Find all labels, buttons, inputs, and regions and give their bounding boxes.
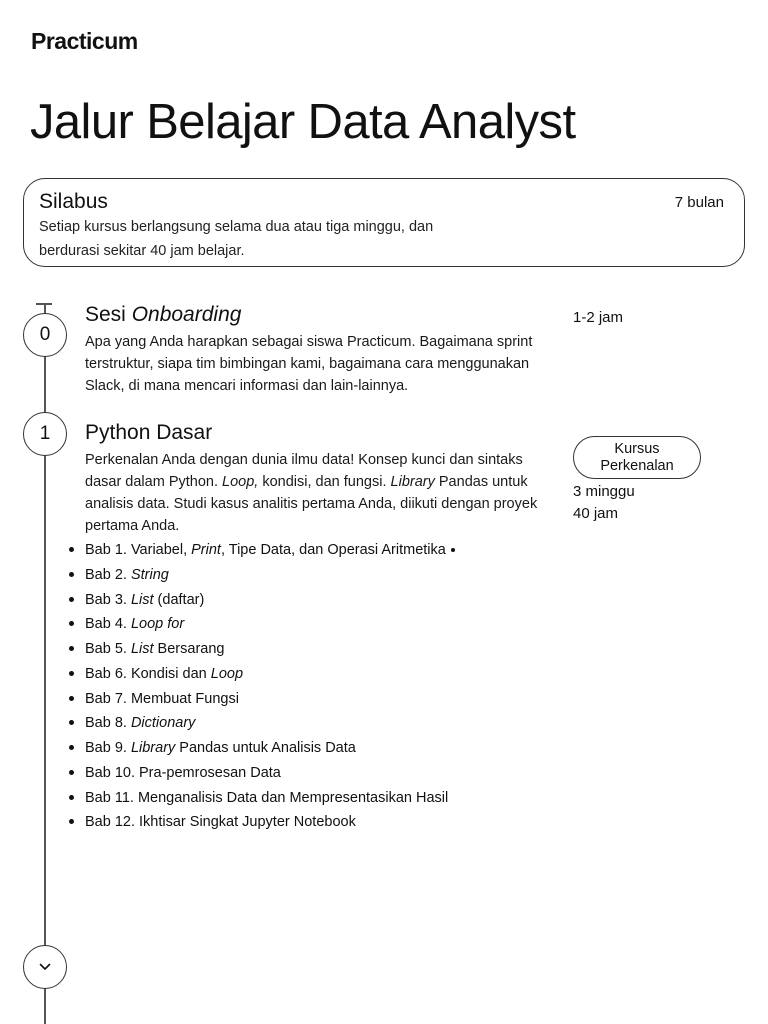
chapter-text: Bab 11. Menganalisis Data dan Mempresentasikan Hasil: [85, 789, 449, 806]
chapter-text: Bersarang: [153, 641, 225, 657]
chapter-text: Pandas untuk Analisis Data: [175, 740, 356, 756]
section-duration: [573, 481, 635, 525]
chapter-item: [85, 810, 455, 835]
section-title-prefix: Sesi: [85, 303, 132, 326]
chevron-down-icon: [39, 963, 51, 971]
chapter-item: [85, 612, 455, 637]
chapter-text: Bab 2.: [85, 566, 131, 583]
chapter-item: [85, 687, 455, 712]
chapter-item: [85, 588, 455, 613]
course-type-line1: Kursus: [614, 440, 660, 457]
chapter-item: [85, 736, 455, 761]
section-title-python: Python Dasar: [85, 421, 213, 444]
chapter-item: [85, 711, 455, 736]
chapter-item: [85, 761, 455, 786]
desc-emphasis: Library: [390, 474, 435, 490]
syllabus-heading: Silabus: [39, 190, 108, 213]
chapter-item: [85, 637, 455, 662]
chapter-emphasis: List: [130, 641, 154, 657]
syllabus-description-line1: Setiap kursus berlangsung selama dua atau tiga minggu, dan: [39, 219, 434, 235]
duration-weeks: 3 minggu: [573, 483, 635, 500]
chapter-text: Bab 9.: [85, 740, 131, 756]
chapter-emphasis: Loop: [210, 665, 244, 682]
expand-button[interactable]: [23, 945, 67, 989]
syllabus-description: [39, 215, 509, 263]
brand-logo: Practicum: [31, 28, 138, 54]
chapter-text: Bab 6. Kondisi dan: [85, 665, 211, 682]
section-number-badge: 0: [23, 313, 67, 357]
syllabus-card: [23, 178, 745, 267]
chapter-emphasis: Loop for: [130, 616, 185, 633]
course-type-line2: Perkenalan: [600, 457, 674, 474]
desc-text: Pandas untuk analisis data. Studi kasus analitis pertama Anda, diikuti dengan proyek pertama Anda.: [85, 474, 538, 534]
desc-text: Perkenalan Anda dengan dunia ilmu data! Konsep kunci dan sintaks dasar dalam Python.: [85, 452, 523, 490]
chapter-item: [85, 563, 455, 588]
page-title: Jalur Belajar Data Analyst: [30, 95, 576, 149]
chapter-emphasis: Print: [191, 542, 221, 558]
chapter-emphasis: Library: [130, 740, 176, 756]
chapter-emphasis: Dictionary: [130, 715, 196, 732]
chapter-list: [85, 538, 455, 835]
chapter-text: Bab 12. Ikhtisar Singkat Jupyter Notebook: [85, 814, 356, 831]
syllabus-description-line2: berdurasi sekitar 40 jam belajar.: [39, 243, 245, 259]
chapter-text: Bab 10. Pra-pemrosesan Data: [85, 764, 281, 781]
course-type-badge: [573, 436, 701, 479]
section-duration: 1-2 jam: [573, 309, 624, 326]
section-title-emphasis: Onboarding: [131, 303, 242, 326]
chapter-emphasis: String: [130, 566, 169, 583]
chapter-text: , Tipe Data, dan Operasi Aritmetika: [220, 542, 446, 558]
desc-emphasis: Loop,: [222, 474, 259, 490]
chapter-text: Bab 7. Membuat Fungsi: [85, 690, 239, 707]
section-description: [85, 449, 563, 537]
chapter-item: [85, 662, 455, 687]
duration-hours: 40 jam: [573, 505, 619, 522]
chapter-text: Bab 5.: [85, 641, 131, 657]
chapter-text: Bab 8.: [85, 715, 131, 732]
chapter-text: Bab 4.: [85, 616, 131, 633]
section-title-onboarding: [85, 303, 241, 327]
chapter-item: [85, 538, 455, 563]
syllabus-duration: 7 bulan: [674, 194, 724, 211]
chapter-item: [85, 786, 455, 811]
section-description: Apa yang Anda harapkan sebagai siswa Practicum. Bagaimana sprint terstruktur, siapa tim bimbingan kami, bagaimana cara menggunakan Slack, di mana mencari informasi dan lain-lainnya.: [85, 334, 533, 394]
section-number-badge: 1: [23, 412, 67, 456]
chapter-text: Bab 3.: [85, 591, 131, 608]
chapter-text: (daftar): [153, 591, 205, 608]
timeline-start-tick: [36, 303, 52, 305]
chapter-text: Bab 1. Variabel,: [85, 542, 192, 558]
chapter-emphasis: List: [130, 591, 154, 608]
desc-text: kondisi, dan fungsi.: [258, 474, 391, 490]
